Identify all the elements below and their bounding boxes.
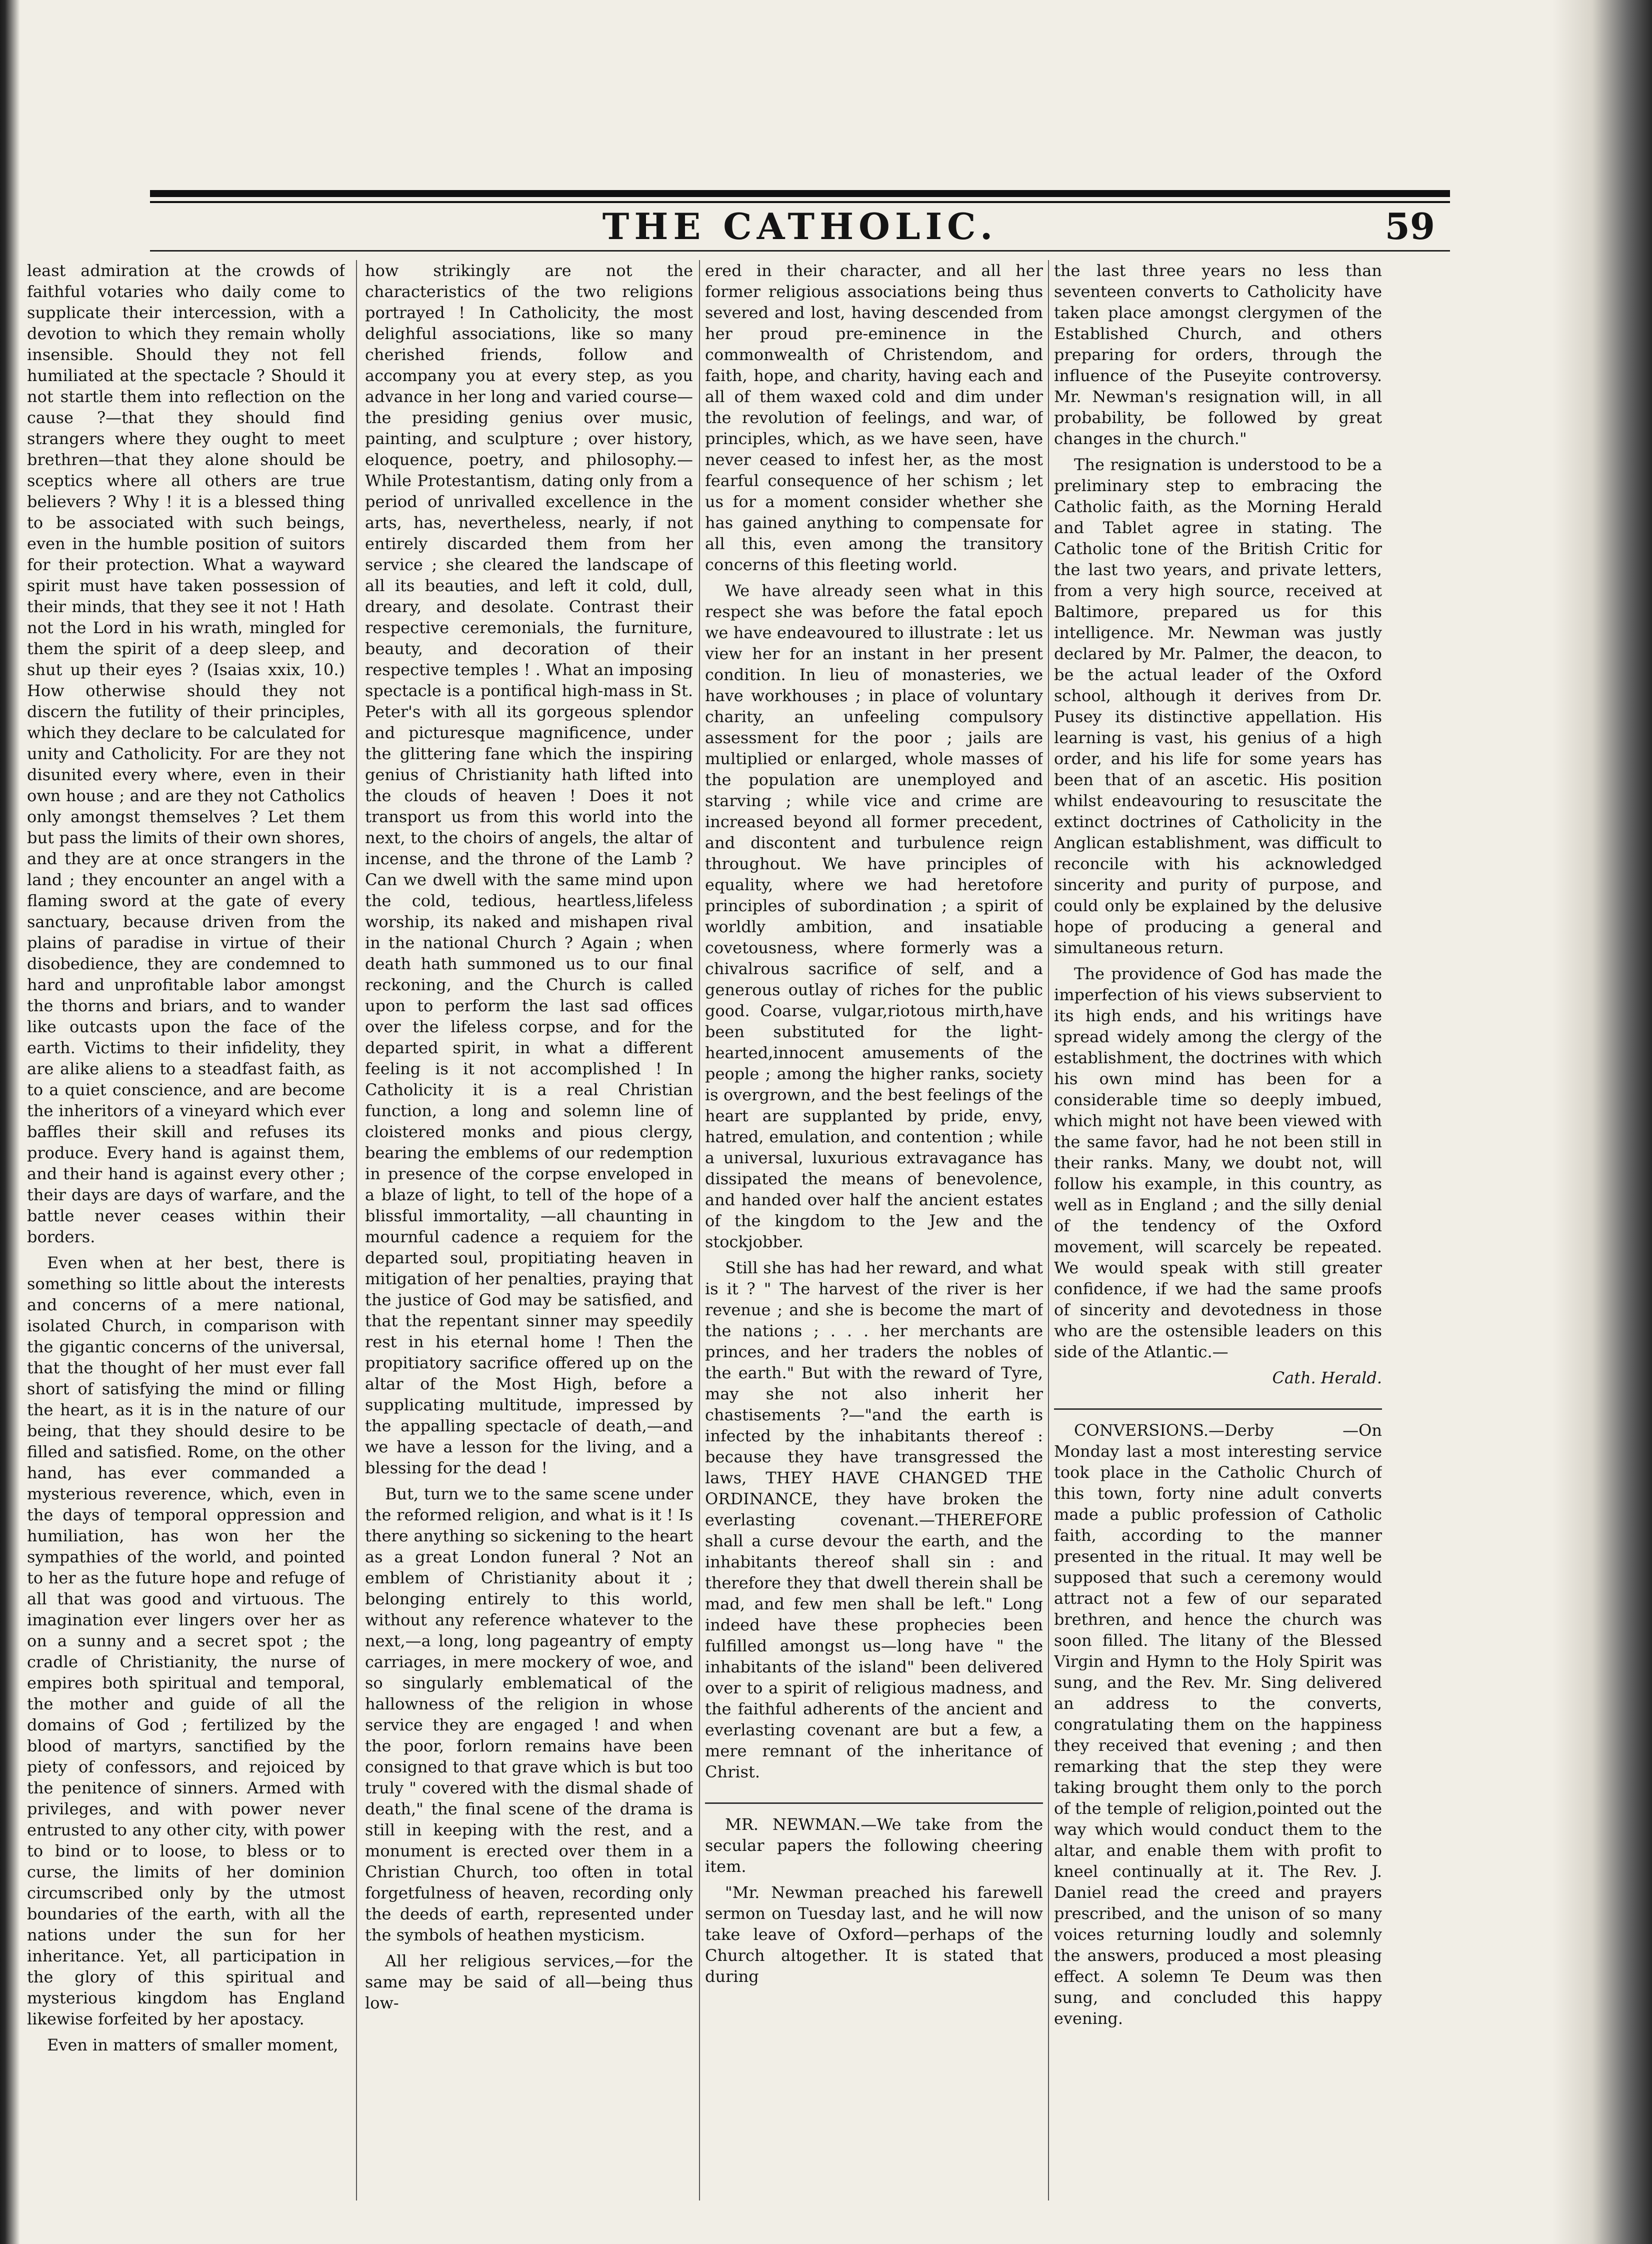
paragraph: "Mr. Newman preached his farewell sermon on Tuesday last, and he will now take leave of Oxford—perhaps of the Church altogether. It is stated that during bbox=[705, 1883, 1043, 1986]
paragraph: Even when at her best, there is something so little about the interests and concerns of a mere national, isolated Church, in comparison with the gigantic concerns of the universal, that the thought of her must ever fall short of satisfying the mind or filling the heart, as it is in the nature of our being, that they should desire to be filled and satisfied. Rome, on the other hand, has ever commanded a mysterious reverence, which, even in the days of temporal oppression and humiliation, has won her the sympathies of the world, and pointed to her as the future hope and refuge of all that was good and virtuous. The imagination ever lingers over her as on a sunny and a secret spot ; the cradle of Christianity, the nurse of empires both spiritual and temporal, the mother and guide of all the domains of God ; fertilized by the blood of martyrs, sanctified by the piety of confessors, and rejoiced by the penitence of sinners. Armed with privileges, and with power never entrusted to any other city, with power to bind or to loose, to bless or to curse, the limits of her dominion circumscribed only by the utmost boundaries of the earth, with all the nations under the sun for her inheritance. Yet, all participation in the glory of this spiritual and mysterious kingdom has England likewise forfeited by her apostacy. bbox=[27, 1253, 345, 2028]
paragraph: But, turn we to the same scene under the reformed religion, and what is it ! Is there anything so sickening to the heart as a great London funeral ? Not an emblem of Christianity about it ; belonging entirely to this world, without any reference whatever to the next,—a long, long pageantry of empty carriages, in mere mockery of woe, and so singularly emblematical of the hallowness of the religion in whose service they are engaged ! and when the poor, forlorn remains have been consigned to that grave which is but too truly " covered with the dismal shade of death," the final scene of the drama is still in keeping with the rest, and a monument is erected over them in a Christian Church, too often in total forgetfulness of heaven, recording only the deeds of earth, represented under the symbols of heathen mysticism. bbox=[365, 1484, 693, 1944]
paragraph: Even in matters of smaller moment, bbox=[47, 2035, 338, 2054]
article-conversions: CONVERSIONS.—Derby —On Monday last a most interesting service took place in the Catholic Church of this town, forty nine adult converts made a public profession of Catholic faith, according to the manner presented in the ritual. It may well be supposed that such a ceremony would attract not a few of our separated brethren, and hence the church was soon filled. The litany of the Blessed Virgin and Hymn to the Holy Spirit was sung, and the Rev. Mr. Sing delivered an address to the converts, congratulating them on the happiness they received that evening ; and then remarking that the step they were taking brought them only to the porch of the temple of religion,pointed out the way which would conduct them to the altar, and enable them with profit to kneel continually at it. The Rev. J. Daniel read the creed and prayers prescribed, and the unison of so many voices returning loudly and solemnly the answers, produced a most pleasing effect. A solemn Te Deum was then sung, and concluded this happy evening. bbox=[1054, 1421, 1382, 2028]
page-edge-shadow bbox=[1552, 0, 1652, 2244]
paragraph: ered in their character, and all her former religious associations being thus severed and lost, having descended from her proud pre-eminence in the commonwealth of Christendom, and faith, hope, and charity, having each and all of them waxed cold and dim under the revolution of feelings, and war, of principles, which, as we have seen, have never ceased to infest her, as the most fearful consequence of her schism ; let us for a moment consider whether she has gained anything to compensate for all this, even among the transitory concerns of this fleeting world. bbox=[705, 261, 1043, 574]
page-number: 59 bbox=[1384, 205, 1435, 248]
paragraph: the last three years no less than seventeen converts to Catholicity have taken place amongst clergymen of the Established Church, and others preparing for orders, through the influence of the Puseyite controversy. Mr. Newman's resignation will, in all probability, be followed by great changes in the church." bbox=[1054, 261, 1382, 448]
source-signature: Cath. Herald. bbox=[1272, 1368, 1382, 1387]
newspaper-title: THE CATHOLIC. bbox=[602, 205, 998, 248]
article-newman-lead: MR. NEWMAN.—We take from the secular papers the following cheering item. bbox=[705, 1815, 1043, 1876]
column-rule bbox=[1048, 260, 1049, 2200]
column-4 bbox=[1054, 260, 1382, 2210]
paragraph: how strikingly are not the characteristics of the two religions portrayed ! In Catholicity, the most delighful associations, like so many cherished friends, follow and accompany you at every step, as you advance in her long and varied course—the presiding genius over music, painting, and sculpture ; over history, eloquence, poetry, and philosophy.— While Protestantism, dating only from a period of unrivalled excellence in the arts, has, nevertheless, nearly, if not entirely discarded them from her service ; she cleared the landscape of all its beauties, and left it cold, dull, dreary, and desolate. Contrast their respective ceremonials, the furniture, beauty, and decoration of their respective temples ! . What an imposing spectacle is a pontifical high-mass in St. Peter's with all its gorgeous splendor and picturesque magnificence, under the glittering fane which the inspiring genius of Christianity hath lifted into the clouds of heaven ! Does it not transport us from this world into the next, to the choirs of angels, the altar of incense, and the throne of the Lamb ? Can we dwell with the same mind upon the cold, tedious, heartless,lifeless worship, its naked and mishapen rival in the national Church ? Again ; when death hath summoned us to our final reckoning, and the Church is called upon to perform the last sad offices over the lifeless corpse, and for the departed spirit, in what a different feeling is it not accomplished ! In Catholicity it is a real Christian function, a long and solemn line of cloistered monks and pious clergy, bearing the emblems of our redemption in presence of the corpse enveloped in a blaze of light, to tell of the hope of a blissful immortality, —all chaunting in mournful cadence a requiem for the departed soul, propitiating heaven in mitigation of her penalties, praying that the justice of God may be satisfied, and that the repentant sinner may speedily rest in his eternal home ! Then the propitiatory sacrifice offered up on the altar of the Most High, before a supplicating multitude, impressed by the appalling spectacle of death,—and we have a lesson for the living, and a blessing for the dead ! bbox=[365, 261, 693, 1477]
column-3 bbox=[705, 260, 1043, 2210]
masthead-rule-under bbox=[150, 250, 1450, 252]
article-separator bbox=[705, 1802, 1043, 1804]
masthead-rule-thin bbox=[150, 201, 1450, 203]
paragraph: All her religious services,—for the same may be said of all—being thus low- bbox=[365, 1951, 693, 2012]
column-2 bbox=[365, 260, 693, 2210]
paragraph: The resignation is understood to be a preliminary step to embracing the Catholic faith, as the Morning Herald and Tablet agree in stating. The Catholic tone of the British Critic for the last two years, and private letters, from a very high source, received at Baltimore, prepared us for this intelligence. Mr. Newman was justly declared by Mr. Palmer, the deacon, to be the actual leader of the Oxford school, although it derives from Dr. Pusey its distinctive appellation. His learning is vast, his genius of a high order, and his life for some years has been that of an ascetic. His position whilst endeavouring to resuscitate the extinct doctrines of Catholicity in the Anglican establishment, was difficult to reconcile with his acknowledged sincerity and purity of purpose, and could only be explained by the delusive hope of producing a general and simultaneous return. bbox=[1054, 455, 1382, 957]
column-1 bbox=[27, 260, 345, 2210]
column-rule bbox=[699, 260, 700, 2200]
paragraph: The providence of God has made the imperfection of his views subservient to its high ends, and his writings have spread widely among the clergy of the establishment, the doctrines with which his own mind has been for a considerable time so deeply imbued, which might not have been viewed with the same favor, had he not been still in their ranks. Many, we doubt not, will follow his example, in this country, as well as in England ; and the silly denial of the tendency of the Oxford movement, will scarcely be repeated. We would speak with still greater confidence, if we had the same proofs of sincerity and devotedness in those who are the ostensible leaders on this side of the Atlantic.— bbox=[1054, 964, 1382, 1361]
article-separator bbox=[1054, 1408, 1382, 1410]
paragraph: Still she has had her reward, and what is it ? " The harvest of the river is her revenue ; and she is become the mart of the nations ; . . . her merchants are princes, and her traders the nobles of the earth." But with the reward of Tyre, may she not also inherit her chastisements ?—"and the earth is infected by the inhabitants thereof : because they have transgressed the laws, THEY HAVE CHANGED THE ORDINANCE, they have broken the everlasting covenant.—THEREFORE shall a curse devour the earth, and the inhabitants thereof shall sin : and therefore they that dwell therein shall be mad, and few men shall be left." Long indeed have these prophecies been fulfilled amongst us—long have " the inhabitants of the island" been delivered over to a spirit of religious madness, and the faithful adherents of the ancient and everlasting covenant are but a few, a mere remnant of the inheritance of Christ. bbox=[705, 1258, 1043, 1781]
column-rule bbox=[356, 260, 357, 2200]
masthead bbox=[150, 205, 1450, 253]
page-binding-shadow bbox=[0, 0, 20, 2244]
masthead-rule-thick bbox=[150, 190, 1450, 197]
paragraph: least admiration at the crowds of faithful votaries who daily come to supplicate their intercession, with a devotion to which they remain wholly insensible. Should they not fell humiliated at the spectacle ? Should it not startle them into reflection on the cause ?—that they should find strangers where they ought to meet brethren—that they alone should be sceptics where all others are true believers ? Why ! it is a blessed thing to be associated with such beings, even in the humble position of suitors for their protection. What a wayward spirit must have taken possession of their minds, that they see it not ! Hath not the Lord in his wrath, mingled for them the spirit of a deep sleep, and shut up their eyes ? (Isaias xxix, 10.) How otherwise should they not discern the futility of their principles, which they declare to be calculated for unity and Catholicity. For are they not disunited every where, even in their own house ; and are they not Catholics only amongst themselves ? Let them but pass the limits of their own shores, and they are at once strangers in the land ; they encounter an angel with a flaming sword at the gate of every sanctuary, because driven from the plains of paradise in virtue of their disobedience, they are condemned to hard and unprofitable labor amongst the thorns and briars, and to wander like outcasts upon the face of the earth. Victims to their infidelity, they are alike aliens to a steadfast faith, as to a quiet conscience, and are become the inheritors of a vineyard which ever baffles their skill and refuses its produce. Every hand is against them, and their hand is against every other ; their days are days of warfare, and the battle never ceases within their borders. bbox=[27, 261, 345, 1246]
paragraph: We have already seen what in this respect she was before the fatal epoch we have endeavoured to illustrate : let us view her for an instant in her present condition. In lieu of monasteries, we have workhouses ; in place of voluntary charity, an unfeeling compulsory assessment for the poor ; jails are multiplied or enlarged, whole masses of the population are unemployed and starving ; while vice and crime are increased beyond all former precedent, and discontent and turbulence reign throughout. We have principles of equality, where we had heretofore principles of subordination ; a spirit of worldly ambition, and insatiable covetousness, where formerly was a chivalrous sacrifice of self, and a generous outlay of riches for the public good. Coarse, vulgar,riotous mirth,have been substituted for the light-hearted,innocent amusements of the people ; among the higher ranks, society is overgrown, and the best feelings of the heart are supplanted by pride, envy, hatred, emulation, and contention ; while a universal, luxurious extravagance has dissipated the means of benevolence, and handed over half the ancient estates of the kingdom to the Jew and the stockjobber. bbox=[705, 581, 1043, 1251]
